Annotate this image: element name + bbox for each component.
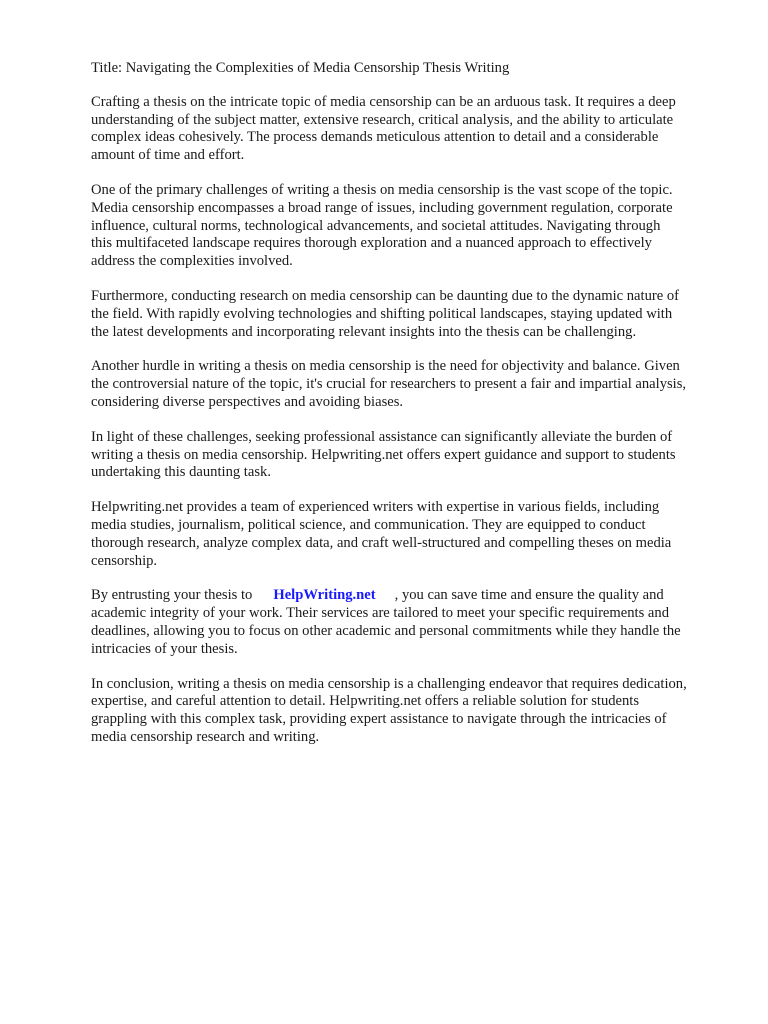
paragraph-line: In light of these challenges, seeking professional assistance can significantly alleviate the burden of [91,428,673,445]
document-page [91,60,731,764]
paragraph-line: undertaking this daunting task. [91,464,271,481]
paragraph-line: understanding of the subject matter, extensive research, critical analysis, and the ability to articulate [91,111,674,128]
paragraph-2 [91,182,731,271]
paragraph-line-with-link [91,587,731,605]
paragraph-7 [91,587,731,658]
paragraph-line: Helpwriting.net provides a team of experienced writers with expertise in various fields, including [91,499,660,516]
paragraph-line: Another hurdle in writing a thesis on media censorship is the need for objectivity and balance. Given [91,358,680,375]
link-trail-text: , you can save time and ensure the quality and [394,587,664,604]
paragraph-line: writing a thesis on media censorship. Helpwriting.net offers expert guidance and support to students [91,446,676,463]
paragraph-5 [91,429,731,482]
paragraph-line: the latest developments and incorporating relevant insights into the thesis can be challenging. [91,323,637,340]
paragraph-line: academic integrity of your work. Their services are tailored to meet your specific requirements and [91,605,669,622]
paragraph-line: media studies, journalism, political science, and communication. They are equipped to conduct [91,516,646,533]
paragraph-line: amount of time and effort. [91,147,245,164]
paragraph-line: One of the primary challenges of writing a thesis on media censorship is the vast scope of the topic. [91,181,673,198]
paragraph-line: expertise, and careful attention to detail. Helpwriting.net offers a reliable solution for students [91,693,640,710]
paragraph-line: intricacies of your thesis. [91,640,238,657]
paragraph-line: thorough research, analyze complex data, and craft well-structured and compelling theses on media [91,534,672,551]
paragraph-1 [91,94,731,165]
paragraph-line: this multifaceted landscape requires thorough exploration and a nuanced approach to effectively [91,235,652,252]
paragraph-6 [91,499,731,570]
paragraph-line: media censorship research and writing. [91,728,320,745]
paragraph-line: Media censorship encompasses a broad range of issues, including government regulation, corporate [91,199,673,216]
paragraph-3 [91,288,731,341]
paragraph-line: address the complexities involved. [91,253,293,270]
link-lead-text: By entrusting your thesis to [91,587,253,604]
paragraph-line: complex ideas cohesively. The process demands meticulous attention to detail and a considerable [91,129,659,146]
paragraph-line: Furthermore, conducting research on media censorship can be daunting due to the dynamic nature of [91,287,680,304]
paragraph-line: grappling with this complex task, providing expert assistance to navigate through the intricacies of [91,711,667,728]
paragraph-line: censorship. [91,552,158,569]
paragraph-line: Crafting a thesis on the intricate topic of media censorship can be an arduous task. It requires a deep [91,93,676,110]
paragraph-8 [91,676,731,747]
paragraph-line: In conclusion, writing a thesis on media censorship is a challenging endeavor that requires dedication, [91,675,687,692]
document-title: Title: Navigating the Complexities of Media Censorship Thesis Writing [91,60,510,76]
paragraph-4 [91,358,731,411]
paragraph-line: the controversial nature of the topic, it's crucial for researchers to present a fair and impartial analysis, [91,376,687,393]
paragraph-line: the field. With rapidly evolving technologies and shifting political landscapes, staying updated with [91,305,673,322]
paragraph-line: influence, cultural norms, technological advancements, and societal attitudes. Navigating through [91,217,661,234]
paragraph-line: considering diverse perspectives and avoiding biases. [91,393,404,410]
paragraph-line: deadlines, allowing you to focus on other academic and personal commitments while they handle the [91,622,681,639]
helpwriting-link[interactable]: HelpWriting.net [273,587,376,604]
